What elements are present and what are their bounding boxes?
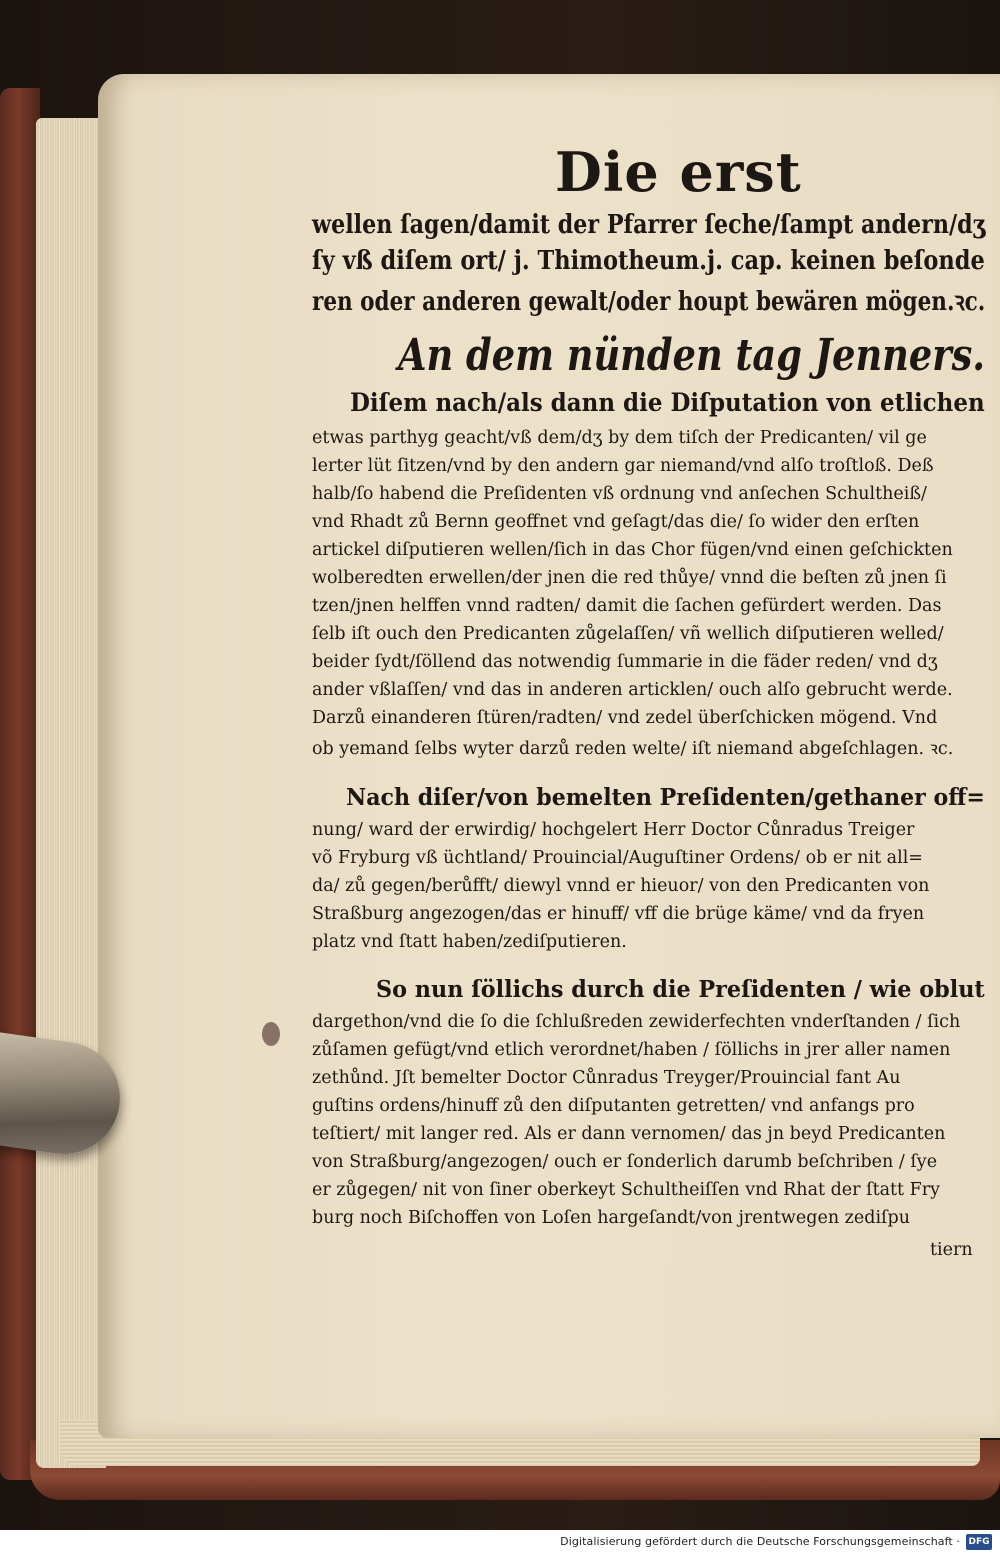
paragraph-line: guſtins ordens/hinuff zů den diſputanten getretten/ vnd anfangs pro — [312, 1096, 915, 1116]
paragraph-line: Diſem nach/als dann die Diſputation von etlichen — [350, 388, 985, 417]
paragraph-line: beider ſydt/ſöllend das notwendig ſummarie in die fäder reden/ vnd dʒ — [312, 652, 938, 672]
paragraph-line: teſtiert/ mit langer red. Als er dann vernomen/ das jn beyd Predicanten — [312, 1124, 946, 1144]
paragraph-line: Straßburg angezogen/das er hinuff/ vff die brüge käme/ vnd da fryen — [312, 904, 925, 924]
paragraph-line: wolberedten erwellen/der jnen die red thůye/ vnnd die beſten zů jnen ſi — [312, 568, 947, 588]
page-heading: Die erst — [555, 140, 802, 204]
paragraph-line: ob yemand ſelbs wyter darzů reden welte/ iſt niemand abgeſchlagen. ꝛc. — [312, 739, 954, 759]
paragraph-line: von Straßburg/angezogen/ ouch er ſonderlich darumb beſchriben / ſye — [312, 1152, 938, 1172]
paragraph-line: er zůgegen/ nit von ſiner oberkeyt Schultheiſſen vnd Rhat der ſtatt Fry — [312, 1180, 941, 1200]
paragraph-line: ſelb iſt ouch den Predicanten zůgelaſſen/ vñ wellich diſputieren welled/ — [312, 624, 944, 644]
paragraph-line: zethůnd. Jſt bemelter Doctor Cůnradus Treyger/Prouincial fant Au — [312, 1068, 901, 1088]
paragraph-line: artickel diſputieren wellen/ſich in das Chor fügen/vnd einen geſchickten — [312, 540, 953, 560]
paragraph-line: Nach diſer/von bemelten Preſidenten/gethaner off= — [346, 784, 985, 811]
ink-stain — [262, 1022, 280, 1046]
page-edges-left — [36, 118, 106, 1468]
paragraph-line: da/ zů gegen/berůfft/ diewyl vnnd er hieuor/ von den Predicanten von — [312, 876, 930, 896]
footer-bar — [0, 1530, 1000, 1554]
catchword: tiern — [930, 1240, 973, 1260]
intro-line: ren oder anderen gewalt/oder houpt bewären mögen.ꝛc. — [312, 287, 986, 317]
paragraph-line: halb/ſo habend die Preſidenten vß ordnung vnd anſechen Schultheiß/ — [312, 484, 927, 504]
paragraph-line: etwas parthyg geacht/vß dem/dʒ by dem tiſch der Predicanten/ vil ge — [312, 428, 927, 448]
paragraph-line: tzen/jnen helffen vnnd radten/ damit die ſachen gefürdert werden. Das — [312, 596, 942, 616]
dfg-logo-icon[interactable]: DFG — [966, 1534, 992, 1550]
paragraph-line: platz vnd ſtatt haben/zediſputieren. — [312, 932, 627, 952]
paragraph-line: nung/ ward der erwirdig/ hochgelert Herr Doctor Cůnradus Treiger — [312, 820, 915, 840]
paragraph-line: ander vßlaſſen/ vnd das in anderen articklen/ ouch alſo gebrucht werde. — [312, 680, 953, 700]
paragraph-line: zůſamen gefügt/vnd etlich verordnet/haben / ſöllichs in jrer aller namen — [312, 1040, 951, 1060]
paragraph-line: dargethon/vnd die ſo die ſchlußreden zewiderfechten vnderſtanden / ſich — [312, 1012, 961, 1032]
footer-credit: Digitalisierung gefördert durch die Deutsche Forschungsgemeinschaft · — [560, 1535, 960, 1548]
intro-line: wellen ſagen/damit der Pfarrer ſeche/ſampt andern/dʒ — [312, 210, 986, 240]
paragraph-line: võ Fryburg vß üchtland/ Prouincial/Auguſtiner Ordens/ ob er nit all= — [312, 848, 923, 868]
intro-line: ſy vß diſem ort/ j. Thimotheum.j. cap. keinen beſonde — [312, 246, 985, 276]
paragraph-line: Darzů einanderen ſtüren/radten/ vnd zedel überſchicken mögend. Vnd — [312, 708, 938, 728]
paragraph-line: burg noch Biſchoffen von Loſen hargeſandt/von jrentwegen zediſpu — [312, 1208, 910, 1228]
book-cover-left — [0, 88, 40, 1480]
paragraph-line: vnd Rhadt zů Bernn geoffnet vnd geſagt/das die/ ſo wider den erſten — [312, 512, 920, 532]
paragraph-line: lerter lüt ſitzen/vnd by den andern gar niemand/vnd alſo troſtloß. Deß — [312, 456, 934, 476]
paragraph-line: So nun ſöllichs durch die Preſidenten / wie oblut — [376, 976, 985, 1003]
section-subheading: An dem nünden tag Jenners. — [398, 330, 986, 381]
